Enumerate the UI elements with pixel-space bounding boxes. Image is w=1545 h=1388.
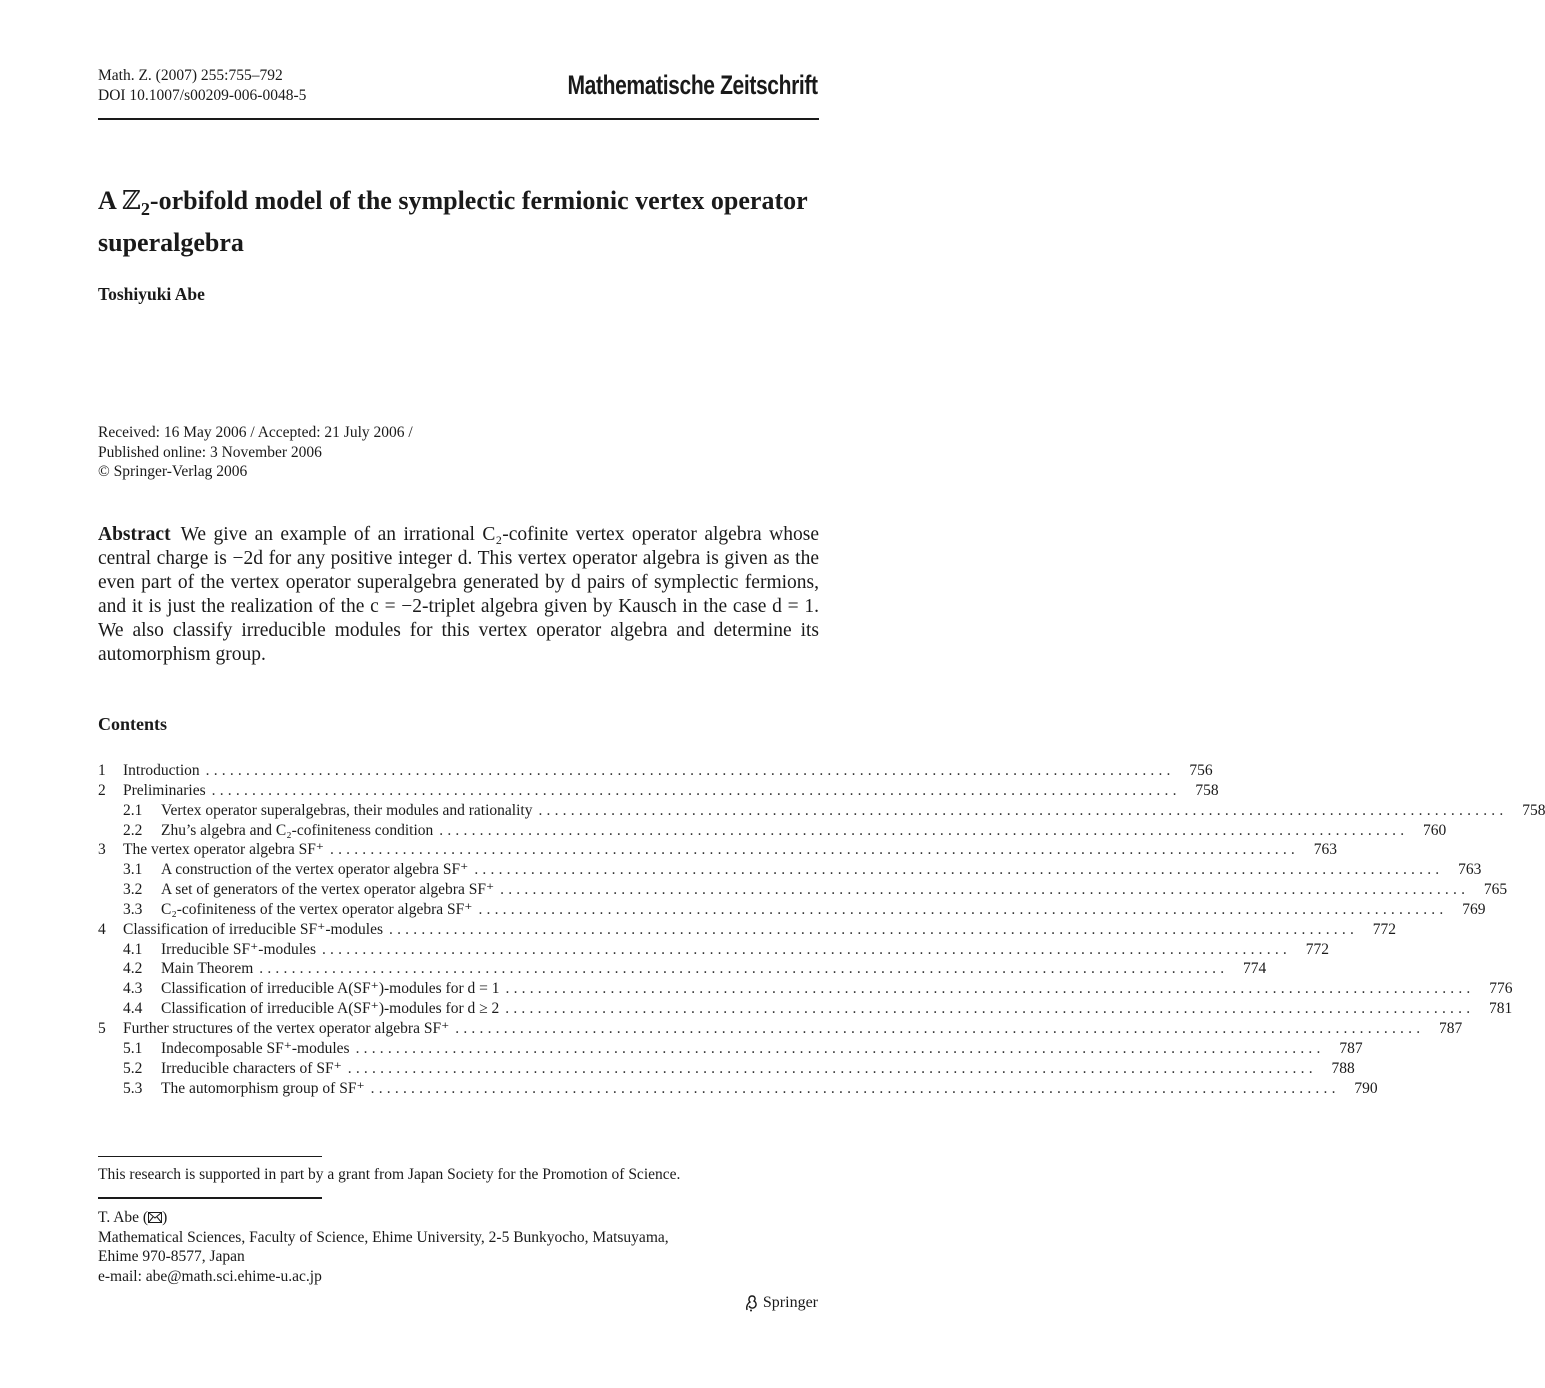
toc-entry[interactable] — [98, 1059, 1355, 1079]
toc-entry-page: 763 — [1458, 861, 1482, 879]
toc-entry-page: 756 — [1189, 762, 1213, 779]
toc-entry-title: Vertex operator superalgebras, their modules and rationality — [161, 801, 533, 819]
toc-entry-title: The vertex operator algebra SF⁺ — [123, 841, 324, 859]
toc-leader-dots: ........................................................................................................................ — [500, 881, 1470, 899]
address-line-1: Mathematical Sciences, Faculty of Science, Ehime University, 2-5 Bunkyocho, Matsuyama, — [98, 1228, 669, 1246]
toc-leader-dots: ........................................................................................................................ — [347, 1059, 1317, 1077]
author-address: T. Abe ( ) Mathematical Sciences, Faculty of Science, Ehime University, 2-5 Bunkyocho, Matsuyama, Ehime 970-8577, Japan e-mail: abe@math.sci.ehime-u.ac.jp — [98, 1209, 669, 1285]
toc-entry-number: 2.1 — [123, 801, 143, 819]
doi[interactable]: DOI 10.1007/s00209-006-0048-5 — [98, 87, 307, 104]
toc-entry-number: 5.3 — [123, 1079, 143, 1097]
footnote: This research is supported in part by a grant from Japan Society for the Promotion of Science. — [98, 1166, 681, 1183]
address-rule — [98, 1197, 322, 1199]
toc-leader-dots: ........................................................................................................................ — [505, 1000, 1475, 1018]
toc-entry-number: 5 — [98, 1019, 106, 1037]
toc-leader-dots: ........................................................................................................................ — [478, 900, 1448, 918]
publication-dates — [98, 423, 413, 482]
toc-entry-number: 1 — [98, 762, 106, 779]
toc-leader-dots: ........................................................................................................................ — [355, 1039, 1325, 1057]
title-math-symbol: ℤ — [121, 186, 141, 216]
toc-leader-dots: ........................................................................................................................ — [330, 841, 1299, 859]
toc-entry[interactable] — [98, 801, 1545, 821]
toc-entry-title: Classification of irreducible A(SF⁺)-modules for d ≥ 2 — [161, 1000, 500, 1018]
toc-entry-title: A set of generators of the vertex operator algebra SF⁺ — [161, 881, 495, 899]
publisher-name: Springer — [762, 1294, 818, 1311]
toc-entry[interactable] — [98, 979, 1513, 999]
journal-name: Mathematische Zeitschrift — [567, 70, 818, 100]
toc-entry-number: 4.1 — [123, 940, 143, 958]
toc-entry[interactable] — [98, 880, 1508, 900]
toc-entry[interactable] — [98, 920, 1397, 940]
toc-entry[interactable] — [98, 840, 1337, 860]
toc-entry-page: 787 — [1439, 1019, 1463, 1037]
toc-entry[interactable] — [98, 1039, 1363, 1059]
toc-entry-page: 760 — [1423, 821, 1447, 839]
toc-entry-page: 758 — [1522, 801, 1545, 819]
toc-entry[interactable] — [98, 959, 1267, 979]
toc-entry-page: 772 — [1372, 920, 1397, 938]
toc-entry-title: A construction of the vertex operator algebra SF⁺ — [161, 861, 469, 879]
paper-title: A ℤ$_2$-orbifold model of the symplectic fermionic vertex operator superalgebra — [98, 186, 808, 258]
toc-entry-number: 5.2 — [123, 1059, 143, 1077]
toc-entry-title: Classification of irreducible SF⁺-modules — [123, 920, 384, 938]
toc-entry-page: 774 — [1243, 960, 1267, 978]
toc-entry-page: 772 — [1305, 940, 1329, 958]
received-accepted: Received: 16 May 2006 / Accepted: 21 July 2006 / — [98, 424, 413, 441]
toc-entry-title: Irreducible characters of SF⁺ — [161, 1059, 342, 1077]
toc-entry-number: 3 — [98, 841, 106, 859]
toc-leader-dots: ........................................................................................................................ — [439, 821, 1409, 839]
citation-block — [98, 66, 306, 106]
toc-entry-number: 2 — [98, 781, 106, 799]
toc-leader-dots: ........................................................................................................................ — [211, 781, 1181, 799]
address-line-2: Ehime 970-8577, Japan — [98, 1248, 245, 1265]
toc-entry[interactable] — [98, 940, 1329, 960]
toc-entry-number: 4.3 — [123, 980, 143, 998]
toc-entry-title: Classification of irreducible A(SF⁺)-modules for d = 1 — [161, 980, 500, 998]
toc-entry-page: 788 — [1331, 1059, 1355, 1077]
toc-leader-dots: ........................................................................................................................ — [474, 861, 1444, 879]
toc-entry-title: Introduction — [123, 762, 200, 779]
toc-entry-number: 2.2 — [123, 821, 143, 839]
toc-entry[interactable] — [98, 860, 1482, 880]
toc-entry-title: Indecomposable SF⁺-modules — [161, 1039, 350, 1057]
springer-horse-icon — [743, 1294, 759, 1312]
toc-entry-page: 790 — [1354, 1079, 1378, 1097]
citation: Math. Z. (2007) 255:755–792 — [98, 67, 283, 84]
toc-entry-title: C₂-cofiniteness of the vertex operator algebra SF⁺ — [161, 900, 473, 918]
abstract-text: We give an example of an irrational C₂-cofinite vertex operator algebra whose central charge is −2d for any positive integer d. This vertex operator algebra is given as the even part of the vertex operator superalgebra generated by d pairs of symplectic fermions, and it is just the realization of the c = −2-triplet algebra given by Kausch in the case d = 1. We also classify irreducible modules for this vertex operator algebra and determine its automorphism group. — [98, 524, 819, 665]
toc-entry-number: 3.3 — [123, 900, 143, 918]
toc-entry-page: 763 — [1313, 841, 1337, 859]
toc-entry-title: The automorphism group of SF⁺ — [161, 1079, 365, 1097]
toc-entry-page: 781 — [1489, 1000, 1513, 1018]
envelope-icon — [148, 1212, 162, 1223]
toc-entry-page: 769 — [1462, 900, 1486, 918]
publisher-logo — [743, 1294, 818, 1312]
toc-entry-title: Irreducible SF⁺-modules — [161, 940, 316, 958]
toc-entry-number: 4 — [98, 920, 106, 938]
toc-entry-title: Further structures of the vertex operator algebra SF⁺ — [123, 1019, 450, 1037]
toc-leader-dots: ........................................................................................................................ — [321, 940, 1291, 958]
toc-entry-page: 758 — [1195, 781, 1219, 799]
toc-entry-page: 776 — [1489, 980, 1513, 998]
toc-entry[interactable] — [98, 821, 1447, 841]
abstract-label: Abstract — [98, 524, 171, 545]
toc-leader-dots: ........................................................................................................................ — [370, 1079, 1340, 1097]
address-name: T. Abe — [98, 1209, 140, 1226]
header-rule — [98, 118, 819, 120]
toc-entry-page: 765 — [1483, 881, 1508, 899]
toc-entry-title: Zhu’s algebra and C₂-cofiniteness condition — [161, 821, 434, 839]
toc-leader-dots: ........................................................................................................................ — [505, 980, 1475, 998]
toc-entry-title: Main Theorem — [161, 960, 254, 978]
toc-entry-number: 4.2 — [123, 960, 143, 978]
toc-entry-number: 5.1 — [123, 1039, 143, 1057]
abstract — [98, 523, 819, 667]
toc-leader-dots: ........................................................................................................................ — [455, 1019, 1425, 1037]
table-of-contents — [98, 761, 1545, 1098]
toc-leader-dots: ........................................................................................................................ — [389, 920, 1359, 938]
toc-entry[interactable] — [98, 1079, 1378, 1099]
contents-heading: Contents — [98, 714, 168, 734]
toc-entry[interactable] — [98, 761, 1213, 781]
author-name: Toshiyuki Abe — [98, 284, 205, 304]
published-online: Published online: 3 November 2006 — [98, 443, 322, 461]
toc-entry-number: 3.2 — [123, 881, 143, 899]
toc-leader-dots: ........................................................................................................................ — [538, 801, 1508, 819]
toc-entry[interactable] — [98, 1019, 1463, 1039]
toc-entry[interactable] — [98, 900, 1486, 920]
toc-entry-page: 787 — [1339, 1039, 1363, 1057]
toc-leader-dots: ........................................................................................................................ — [259, 960, 1229, 978]
toc-entry-number: 3.1 — [123, 861, 143, 879]
toc-entry-title: Preliminaries — [123, 781, 206, 799]
toc-entry[interactable] — [98, 999, 1513, 1019]
toc-entry[interactable] — [98, 781, 1219, 801]
footnote-rule — [98, 1156, 322, 1157]
copyright: © Springer-Verlag 2006 — [98, 463, 248, 480]
email[interactable]: e-mail: abe@math.sci.ehime-u.ac.jp — [98, 1267, 322, 1285]
toc-entry-number: 4.4 — [123, 1000, 143, 1018]
toc-leader-dots: ........................................................................................................................ — [205, 762, 1175, 779]
